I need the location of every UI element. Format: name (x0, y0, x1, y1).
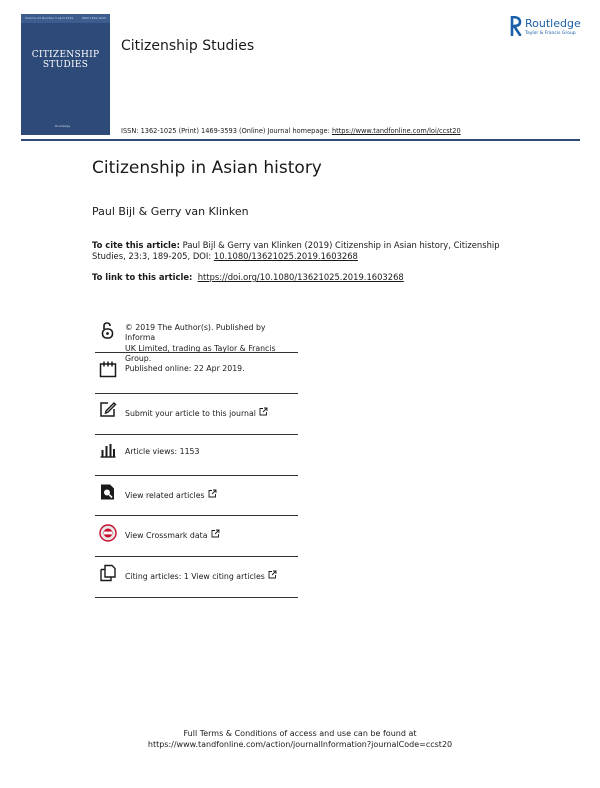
link-label: To link to this article: (92, 272, 193, 282)
edit-pencil-icon (99, 400, 117, 418)
citation-text: Paul Bijl & Gerry van Klinken (2019) Citizenship in Asian history, Citizenship Studies, 23:3, 189-205, DOI: (92, 240, 500, 261)
list-item-related[interactable] (95, 476, 298, 516)
list-item-license (95, 313, 298, 363)
related-articles-text: View related articles (125, 491, 205, 500)
footer (0, 728, 600, 750)
external-link-icon (259, 407, 268, 416)
external-link-icon (211, 529, 220, 538)
external-link-icon (208, 489, 217, 498)
crossmark-link[interactable] (125, 529, 220, 541)
article-doi-url[interactable]: https://doi.org/10.1080/13621025.2019.1603268 (197, 272, 404, 282)
article-title: Citizenship in Asian history (92, 158, 322, 178)
list-item-views (95, 435, 298, 476)
journal-cover[interactable] (21, 14, 110, 135)
journal-name: Citizenship Studies (121, 38, 255, 54)
citation-doi-link[interactable]: 10.1080/13621025.2019.1603268 (213, 251, 358, 261)
routledge-logo-icon (510, 16, 522, 36)
header-divider (21, 139, 580, 141)
open-access-lock-icon (99, 321, 117, 339)
citation-label: To cite this article: (92, 240, 180, 250)
article-link-row (92, 272, 404, 282)
issn-text: ISSN: 1362-1025 (Print) 1469-3593 (Online) Journal homepage: (121, 127, 330, 135)
cover-issn-text: ISSN 1362-1025 (81, 16, 106, 20)
license-line3: Group. (125, 353, 152, 363)
cover-publisher: Routledge (55, 124, 71, 128)
calendar-icon (99, 360, 117, 378)
list-item-crossmark[interactable] (95, 516, 298, 557)
published-date: Published online: 22 Apr 2019. (125, 364, 245, 373)
citing-articles-link[interactable] (125, 570, 277, 582)
cover-title (21, 50, 110, 70)
list-item-citing[interactable] (95, 557, 298, 598)
article-info-list (95, 313, 298, 598)
list-item-submit[interactable] (95, 394, 298, 435)
footer-url[interactable]: https://www.tandfonline.com/action/journalInformation?journalCode=ccst20 (147, 740, 453, 749)
logo-text: Routledge (525, 17, 581, 30)
cover-volume-text: Volume 23 Number 3 April 2019 (25, 16, 74, 20)
license-line2: UK Limited, trading as Taylor & Francis (125, 343, 276, 353)
cover-title-line2: STUDIES (42, 60, 89, 70)
routledge-logo (510, 16, 590, 42)
citing-articles-icon (99, 564, 117, 582)
external-link-icon (268, 570, 277, 579)
list-item-published (95, 353, 298, 394)
crossmark-text: View Crossmark data (125, 531, 208, 540)
journal-homepage-link[interactable]: https://www.tandfonline.com/loi/ccst20 (331, 127, 461, 135)
related-articles-link[interactable] (125, 489, 217, 501)
footer-terms: Full Terms & Conditions of access and use can be found at (183, 729, 417, 738)
submit-article-link[interactable] (125, 407, 268, 419)
license-line1: © 2019 The Author(s). Published by Informa (125, 323, 266, 343)
cover-title-line1: CITIZENSHIP (31, 50, 100, 60)
bar-chart-icon (99, 441, 117, 459)
citing-articles-text: Citing articles: 1 View citing articles (125, 572, 265, 581)
article-authors: Paul Bijl & Gerry van Klinken (92, 205, 249, 218)
article-views: Article views: 1153 (125, 447, 200, 456)
logo-tagline: Taylor & Francis Group (525, 31, 576, 36)
submit-article-text: Submit your article to this journal (125, 409, 256, 418)
issn-line (121, 127, 461, 135)
crossmark-icon (99, 524, 117, 542)
related-articles-search-icon (99, 483, 117, 501)
citation-block (92, 240, 522, 262)
